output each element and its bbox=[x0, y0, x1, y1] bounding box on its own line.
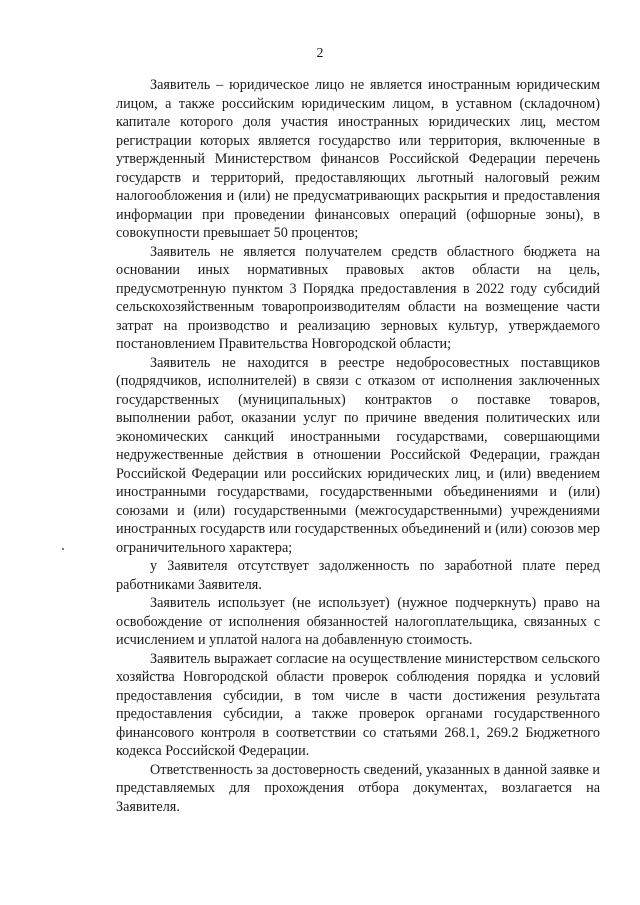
paragraph-foreign-ownership: Заявитель – юридическое лицо не является иностранным юридическим лицом, а также российским юридическим лицом, в уставном (складочном) капитале которого доля участия иностранных юридических лиц, местом регистрации которых является государство или территория, включенные в утвержденный Министерством финансов Российской Федерации перечень государств и территорий, предоставляющих льготный налоговый режим налогообложения и (или) не предусматривающих раскрытия и предоставления информации при проведении финансовых операций (офшорные зоны), в совокупности превышает 50 процентов; bbox=[116, 77, 600, 241]
paragraph-wage-arrears: у Заявителя отсутствует задолженность по заработной плате перед работниками Заявителя. bbox=[116, 558, 600, 593]
scan-speck bbox=[62, 548, 64, 550]
paragraph-responsibility: Ответственность за достоверность сведений, указанных в данной заявке и представляемых для прохождения отбора документах, возлагается на Заявителя. bbox=[116, 761, 600, 815]
paragraph-budget-funds: Заявитель не является получателем средств областного бюджета на основании иных нормативных правовых актов области на цель, предусмотренную пунктом 3 Порядка предоставления в 2022 году субсидий сельскохозяйственным товаропроизводителям области на возмещение части затрат на производство и реализацию зерновых культур, утверждаемого постановлением Правительства Новгородской области; bbox=[116, 243, 600, 352]
paragraph-unreliable-suppliers-registry: Заявитель не находится в реестре недобросовестных поставщиков (подрядчиков, исполнителей) в связи с отказом от исполнения заключенных государственных (муниципальных) контрактов о поставке товаров, выполнении работ, оказании услуг по причине введения политических или экономических санкций иностранными государствами, совершающими недружественные действия в отношении Российской Федерации, граждан Российской Федерации или российских юридических лиц, и (или) введением иностранными государствами, государственными объединениями и (или) союзами и (или) государственными (межгосударственными) учреждениями иностранных государств или государственных объединений и (или) союзов мер ограничительного характера; bbox=[116, 354, 600, 556]
paragraph-vat-exemption: Заявитель использует (не использует) (нужное подчеркнуть) право на освобождение от исполнения обязанностей налогоплательщика, связанных с исчислением и уплатой налога на добавленную стоимость. bbox=[116, 595, 600, 648]
paragraph-inspection-consent: Заявитель выражает согласие на осуществление министерством сельского хозяйства Новгородской области проверок соблюдения порядка и условий предоставления субсидии, в том числе в части достижения результата предоставления субсидии, а также проверок органами государственного финансового контроля в соответствии со статьями 268.1, 269.2 Бюджетного кодекса Российской Федерации. bbox=[116, 650, 600, 759]
document-body bbox=[116, 76, 600, 816]
page-number: 2 bbox=[316, 46, 324, 61]
